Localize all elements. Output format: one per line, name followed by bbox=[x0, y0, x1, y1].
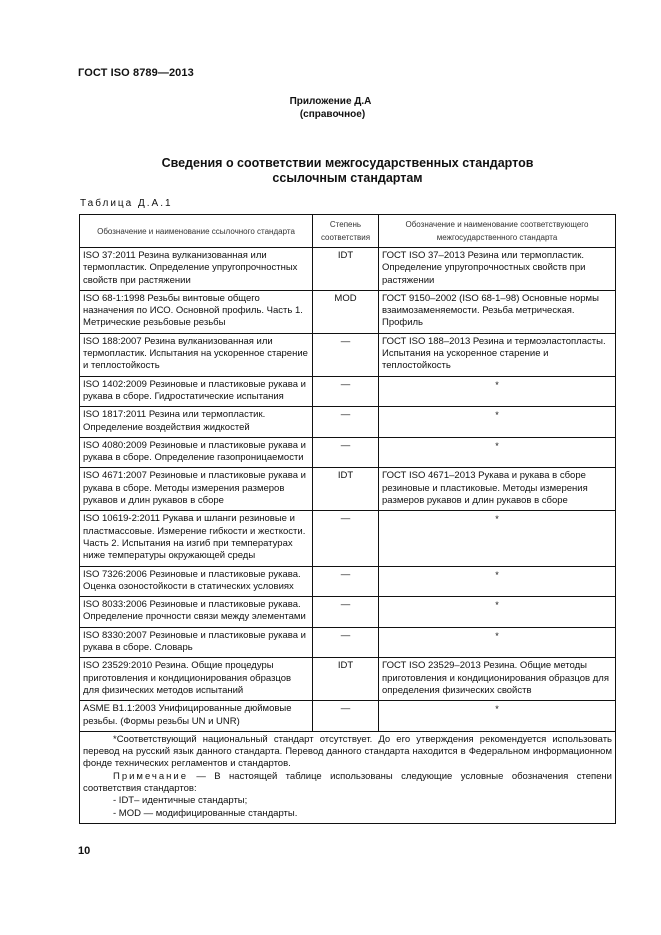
table-row bbox=[80, 333, 616, 376]
table-caption: Таблица Д.А.1 bbox=[80, 198, 173, 209]
degree-cell: — bbox=[313, 407, 379, 438]
section-title-line1: Сведения о соответствии межгосударственных стандартов bbox=[161, 156, 534, 170]
degree-cell: MOD bbox=[313, 290, 379, 333]
appendix-type: (справочное) bbox=[299, 109, 366, 120]
referenced-standard-cell: ISO 8033:2006 Резиновые и пластиковые рукава. Определение прочности связи между элементами bbox=[80, 597, 313, 628]
degree-cell: — bbox=[313, 376, 379, 407]
table-row bbox=[80, 597, 616, 628]
table-row bbox=[80, 407, 616, 438]
footnote-text: *Соответствующий национальный стандарт отсутствует. До его утверждения рекомендуется использовать перевод на русский язык данного стандарта. Перевод данного стандарта находится в Федеральном информационном фонде технических регламентов и стандартов. bbox=[83, 733, 612, 770]
table-row bbox=[80, 511, 616, 566]
referenced-standard-cell: ISO 8330:2007 Резиновые и пластиковые рукава и рукава в сборе. Словарь bbox=[80, 627, 313, 658]
table-row bbox=[80, 566, 616, 597]
header-degree-of-conformity: Степень соответствия bbox=[313, 215, 379, 248]
referenced-standard-cell: ISO 23529:2010 Резина. Общие процедуры приготовления и кондиционирования образцов для физических методов испытаний bbox=[80, 658, 313, 701]
corresponding-standard-cell: ГОСТ ISO 188–2013 Резина и термоэластопласты. Испытания на ускоренное старение и теплостойкость bbox=[379, 333, 616, 376]
appendix-title: Приложение Д.А bbox=[289, 96, 372, 107]
header-corresponding-standard: Обозначение и наименование соответствующего межгосударственного стандарта bbox=[379, 215, 616, 248]
corresponding-standard-cell: ГОСТ ISO 23529–2013 Резина. Общие методы приготовления и кондиционирования образцов для определения физических свойств bbox=[379, 658, 616, 701]
corresponding-standard-cell: ГОСТ 9150–2002 (ISO 68-1–98) Основные нормы взаимозаменяемости. Резьба метрическая. Профиль bbox=[379, 290, 616, 333]
note-label: Примечание bbox=[113, 770, 188, 782]
note-list-item: - IDT– идентичные стандарты; bbox=[113, 795, 248, 807]
referenced-standard-cell: ISO 68-1:1998 Резьбы винтовые общего назначения по ИСО. Основной профиль. Часть 1. Метрические резьбовые резьбы bbox=[80, 290, 313, 333]
referenced-standard-cell: ISO 4671:2007 Резиновые и пластиковые рукава и рукава в сборе. Методы измерения размеров рукавов и длин рукавов в сборе bbox=[80, 468, 313, 511]
corresponding-standard-cell: * bbox=[379, 511, 616, 566]
note-list-item: - MOD — модифицированные стандарты. bbox=[113, 807, 298, 819]
degree-cell: IDT bbox=[313, 468, 379, 511]
note-paragraph bbox=[83, 771, 612, 796]
referenced-standard-cell: ASME B1.1:2003 Унифицированные дюймовые резьбы. (Формы резьбы UN и UNR) bbox=[80, 701, 313, 732]
table-row bbox=[80, 437, 616, 468]
table-row bbox=[80, 248, 616, 291]
page-number: 10 bbox=[78, 845, 91, 857]
referenced-standard-cell: ISO 37:2011 Резина вулканизованная или термопластик. Определение упругопрочностных свойств при растяжении bbox=[80, 248, 313, 291]
referenced-standard-cell: ISO 1817:2011 Резина или термопластик. Определение воздействия жидкостей bbox=[80, 407, 313, 438]
note-text: — В настоящей таблице использованы следующие условные обозначения степени соответствия стандартов: bbox=[83, 770, 612, 794]
corresponding-standard-cell: * bbox=[379, 627, 616, 658]
document-code: ГОСТ ISO 8789—2013 bbox=[78, 67, 194, 79]
corresponding-standard-cell: * bbox=[379, 566, 616, 597]
table-notes-cell bbox=[80, 731, 616, 823]
table-row bbox=[80, 627, 616, 658]
referenced-standard-cell: ISO 4080:2009 Резиновые и пластиковые рукава и рукава в сборе. Определение газопроницаемости bbox=[80, 437, 313, 468]
referenced-standard-cell: ISO 1402:2009 Резиновые и пластиковые рукава и рукава в сборе. Гидростатические испытания bbox=[80, 376, 313, 407]
corresponding-standard-cell: * bbox=[379, 407, 616, 438]
table-row bbox=[80, 376, 616, 407]
degree-cell: — bbox=[313, 627, 379, 658]
corresponding-standard-cell: * bbox=[379, 701, 616, 732]
degree-cell: — bbox=[313, 701, 379, 732]
degree-cell: — bbox=[313, 566, 379, 597]
degree-cell: — bbox=[313, 437, 379, 468]
header-referenced-standard: Обозначение и наименование ссылочного стандарта bbox=[80, 215, 313, 248]
referenced-standard-cell: ISO 10619-2:2011 Рукава и шланги резиновые и пластмассовые. Измерение гибкости и жесткости. Часть 2. Испытания на изгиб при температурах ниже температуры окружающей среды bbox=[80, 511, 313, 566]
standards-correspondence-table bbox=[79, 214, 616, 824]
table-row bbox=[80, 658, 616, 701]
section-title-line2: ссылочным стандартам bbox=[272, 171, 423, 185]
referenced-standard-cell: ISO 188:2007 Резина вулканизованная или термопластик. Испытания на ускоренное старение и теплостойкость bbox=[80, 333, 313, 376]
table-row bbox=[80, 701, 616, 732]
degree-cell: IDT bbox=[313, 658, 379, 701]
table-body bbox=[80, 248, 616, 824]
table-row bbox=[80, 290, 616, 333]
table-notes-row bbox=[80, 731, 616, 823]
section-title bbox=[80, 156, 615, 186]
corresponding-standard-cell: * bbox=[379, 376, 616, 407]
table-header-row bbox=[80, 215, 616, 248]
degree-cell: — bbox=[313, 333, 379, 376]
corresponding-standard-cell: * bbox=[379, 437, 616, 468]
degree-cell: — bbox=[313, 511, 379, 566]
corresponding-standard-cell: ГОСТ ISO 37–2013 Резина или термопластик. Определение упругопрочностных свойств при растяжении bbox=[379, 248, 616, 291]
corresponding-standard-cell: ГОСТ ISO 4671–2013 Рукава и рукава в сборе резиновые и пластиковые. Методы измерения размеров рукавов и длин рукавов в сборе bbox=[379, 468, 616, 511]
table-row bbox=[80, 468, 616, 511]
degree-cell: IDT bbox=[313, 248, 379, 291]
degree-cell: — bbox=[313, 597, 379, 628]
appendix-heading bbox=[0, 95, 661, 121]
corresponding-standard-cell: * bbox=[379, 597, 616, 628]
referenced-standard-cell: ISO 7326:2006 Резиновые и пластиковые рукава. Оценка озоностойкости в статических условиях bbox=[80, 566, 313, 597]
